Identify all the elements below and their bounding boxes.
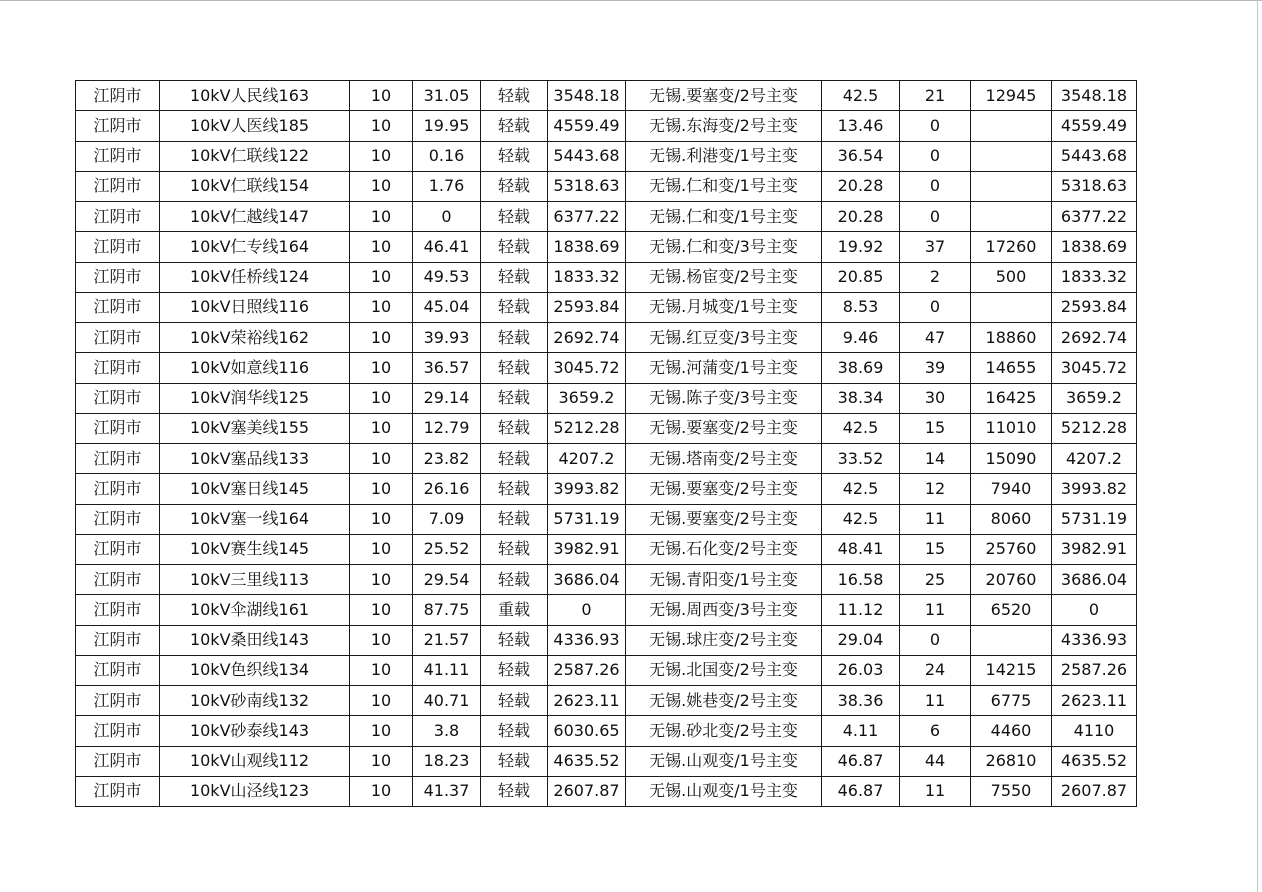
transformer-load-cell: 9.46 [822, 323, 900, 353]
capacity-sum-cell: 16425 [971, 383, 1052, 413]
transformer-cell: 无锡.青阳变/1号主变 [626, 565, 822, 595]
load-rate-cell: 29.14 [413, 383, 481, 413]
transformer-cell: 无锡.要塞变/2号主变 [626, 474, 822, 504]
capacity-cell: 4559.49 [548, 111, 626, 141]
feeder-name-cell: 10kV伞湖线161 [160, 595, 350, 625]
transformer-load-cell: 38.36 [822, 686, 900, 716]
table-row [76, 262, 1137, 292]
load-status-cell: 轻载 [481, 383, 548, 413]
load-rate-cell: 1.76 [413, 171, 481, 201]
available-cell: 2623.11 [1052, 686, 1137, 716]
city-cell: 江阴市 [76, 716, 160, 746]
transformer-load-cell: 4.11 [822, 716, 900, 746]
transformer-load-cell: 8.53 [822, 292, 900, 322]
load-status-cell: 轻载 [481, 232, 548, 262]
load-rate-cell: 29.54 [413, 565, 481, 595]
load-status-cell: 轻载 [481, 141, 548, 171]
city-cell: 江阴市 [76, 413, 160, 443]
transformer-load-cell: 20.85 [822, 262, 900, 292]
capacity-cell: 5731.19 [548, 504, 626, 534]
voltage-cell: 10 [350, 534, 413, 564]
city-cell: 江阴市 [76, 565, 160, 595]
transformer-load-cell: 26.03 [822, 655, 900, 685]
feeder-name-cell: 10kV人医线185 [160, 111, 350, 141]
count-cell: 0 [900, 202, 971, 232]
load-status-cell: 轻载 [481, 353, 548, 383]
capacity-cell: 4336.93 [548, 625, 626, 655]
voltage-cell: 10 [350, 625, 413, 655]
feeder-name-cell: 10kV仁联线154 [160, 171, 350, 201]
voltage-cell: 10 [350, 504, 413, 534]
available-cell: 5731.19 [1052, 504, 1137, 534]
voltage-cell: 10 [350, 202, 413, 232]
table-row [76, 171, 1137, 201]
load-status-cell: 轻载 [481, 504, 548, 534]
feeder-name-cell: 10kV人民线163 [160, 81, 350, 111]
capacity-sum-cell: 14655 [971, 353, 1052, 383]
capacity-cell: 6377.22 [548, 202, 626, 232]
capacity-sum-cell [971, 141, 1052, 171]
load-status-cell: 轻载 [481, 534, 548, 564]
feeder-name-cell: 10kV如意线116 [160, 353, 350, 383]
transformer-load-cell: 42.5 [822, 413, 900, 443]
city-cell: 江阴市 [76, 292, 160, 322]
feeder-load-table [75, 80, 1137, 807]
load-rate-cell: 45.04 [413, 292, 481, 322]
load-rate-cell: 7.09 [413, 504, 481, 534]
voltage-cell: 10 [350, 292, 413, 322]
load-status-cell: 轻载 [481, 111, 548, 141]
feeder-name-cell: 10kV赛生线145 [160, 534, 350, 564]
capacity-sum-cell: 20760 [971, 565, 1052, 595]
table-row [76, 504, 1137, 534]
table-row [76, 81, 1137, 111]
table-row [76, 746, 1137, 776]
voltage-cell: 10 [350, 444, 413, 474]
available-cell: 2607.87 [1052, 776, 1137, 806]
table-row [76, 716, 1137, 746]
city-cell: 江阴市 [76, 504, 160, 534]
count-cell: 12 [900, 474, 971, 504]
city-cell: 江阴市 [76, 353, 160, 383]
feeder-name-cell: 10kV仁联线122 [160, 141, 350, 171]
capacity-sum-cell [971, 111, 1052, 141]
transformer-load-cell: 46.87 [822, 746, 900, 776]
transformer-cell: 无锡.仁和变/3号主变 [626, 232, 822, 262]
feeder-name-cell: 10kV三里线113 [160, 565, 350, 595]
transformer-load-cell: 36.54 [822, 141, 900, 171]
count-cell: 0 [900, 141, 971, 171]
transformer-cell: 无锡.陈子变/3号主变 [626, 383, 822, 413]
transformer-cell: 无锡.石化变/2号主变 [626, 534, 822, 564]
capacity-cell: 2692.74 [548, 323, 626, 353]
load-rate-cell: 0.16 [413, 141, 481, 171]
voltage-cell: 10 [350, 655, 413, 685]
count-cell: 0 [900, 625, 971, 655]
load-rate-cell: 19.95 [413, 111, 481, 141]
load-rate-cell: 46.41 [413, 232, 481, 262]
available-cell: 5212.28 [1052, 413, 1137, 443]
count-cell: 39 [900, 353, 971, 383]
capacity-sum-cell: 500 [971, 262, 1052, 292]
table-body [76, 81, 1137, 807]
capacity-sum-cell [971, 625, 1052, 655]
transformer-load-cell: 48.41 [822, 534, 900, 564]
voltage-cell: 10 [350, 81, 413, 111]
transformer-cell: 无锡.河蒲变/1号主变 [626, 353, 822, 383]
city-cell: 江阴市 [76, 746, 160, 776]
capacity-cell: 3045.72 [548, 353, 626, 383]
capacity-cell: 5443.68 [548, 141, 626, 171]
page-right-border [1257, 0, 1258, 892]
count-cell: 15 [900, 413, 971, 443]
count-cell: 47 [900, 323, 971, 353]
available-cell: 3993.82 [1052, 474, 1137, 504]
capacity-sum-cell [971, 202, 1052, 232]
load-status-cell: 轻载 [481, 413, 548, 443]
table-row [76, 141, 1137, 171]
available-cell: 3659.2 [1052, 383, 1137, 413]
voltage-cell: 10 [350, 141, 413, 171]
transformer-cell: 无锡.要塞变/2号主变 [626, 504, 822, 534]
table-row [76, 292, 1137, 322]
table-row [76, 776, 1137, 806]
capacity-sum-cell: 7550 [971, 776, 1052, 806]
available-cell: 1838.69 [1052, 232, 1137, 262]
capacity-sum-cell: 15090 [971, 444, 1052, 474]
load-rate-cell: 3.8 [413, 716, 481, 746]
feeder-name-cell: 10kV任桥线124 [160, 262, 350, 292]
city-cell: 江阴市 [76, 474, 160, 504]
count-cell: 11 [900, 595, 971, 625]
table-row [76, 474, 1137, 504]
load-status-cell: 重载 [481, 595, 548, 625]
table-row [76, 625, 1137, 655]
table-row [76, 232, 1137, 262]
capacity-sum-cell: 14215 [971, 655, 1052, 685]
available-cell: 1833.32 [1052, 262, 1137, 292]
voltage-cell: 10 [350, 323, 413, 353]
table-row [76, 595, 1137, 625]
city-cell: 江阴市 [76, 595, 160, 625]
count-cell: 0 [900, 171, 971, 201]
available-cell: 0 [1052, 595, 1137, 625]
load-rate-cell: 41.37 [413, 776, 481, 806]
feeder-name-cell: 10kV山观线112 [160, 746, 350, 776]
transformer-load-cell: 16.58 [822, 565, 900, 595]
available-cell: 6377.22 [1052, 202, 1137, 232]
transformer-cell: 无锡.东海变/2号主变 [626, 111, 822, 141]
available-cell: 2692.74 [1052, 323, 1137, 353]
table-row [76, 383, 1137, 413]
table-row [76, 323, 1137, 353]
transformer-cell: 无锡.利港变/1号主变 [626, 141, 822, 171]
city-cell: 江阴市 [76, 625, 160, 655]
transformer-load-cell: 42.5 [822, 81, 900, 111]
page-top-border [0, 0, 1262, 1]
count-cell: 11 [900, 504, 971, 534]
voltage-cell: 10 [350, 474, 413, 504]
count-cell: 25 [900, 565, 971, 595]
transformer-cell: 无锡.北国变/2号主变 [626, 655, 822, 685]
table-row [76, 686, 1137, 716]
voltage-cell: 10 [350, 746, 413, 776]
voltage-cell: 10 [350, 413, 413, 443]
capacity-sum-cell [971, 292, 1052, 322]
load-rate-cell: 18.23 [413, 746, 481, 776]
load-rate-cell: 40.71 [413, 686, 481, 716]
transformer-cell: 无锡.砂北变/2号主变 [626, 716, 822, 746]
load-rate-cell: 39.93 [413, 323, 481, 353]
city-cell: 江阴市 [76, 262, 160, 292]
capacity-cell: 3993.82 [548, 474, 626, 504]
voltage-cell: 10 [350, 353, 413, 383]
voltage-cell: 10 [350, 262, 413, 292]
city-cell: 江阴市 [76, 111, 160, 141]
feeder-name-cell: 10kV桑田线143 [160, 625, 350, 655]
available-cell: 5318.63 [1052, 171, 1137, 201]
load-rate-cell: 49.53 [413, 262, 481, 292]
capacity-cell: 2607.87 [548, 776, 626, 806]
table-row [76, 111, 1137, 141]
transformer-load-cell: 13.46 [822, 111, 900, 141]
load-rate-cell: 87.75 [413, 595, 481, 625]
load-rate-cell: 36.57 [413, 353, 481, 383]
feeder-name-cell: 10kV润华线125 [160, 383, 350, 413]
transformer-cell: 无锡.要塞变/2号主变 [626, 81, 822, 111]
capacity-sum-cell: 8060 [971, 504, 1052, 534]
transformer-load-cell: 42.5 [822, 504, 900, 534]
transformer-load-cell: 38.69 [822, 353, 900, 383]
transformer-cell: 无锡.姚巷变/2号主变 [626, 686, 822, 716]
load-status-cell: 轻载 [481, 292, 548, 322]
city-cell: 江阴市 [76, 776, 160, 806]
capacity-sum-cell: 4460 [971, 716, 1052, 746]
table-row [76, 565, 1137, 595]
feeder-name-cell: 10kV塞日线145 [160, 474, 350, 504]
load-rate-cell: 41.11 [413, 655, 481, 685]
count-cell: 37 [900, 232, 971, 262]
count-cell: 11 [900, 686, 971, 716]
count-cell: 11 [900, 776, 971, 806]
count-cell: 30 [900, 383, 971, 413]
table-row [76, 353, 1137, 383]
load-status-cell: 轻载 [481, 81, 548, 111]
load-status-cell: 轻载 [481, 262, 548, 292]
capacity-sum-cell: 17260 [971, 232, 1052, 262]
city-cell: 江阴市 [76, 81, 160, 111]
transformer-cell: 无锡.山观变/1号主变 [626, 746, 822, 776]
load-status-cell: 轻载 [481, 202, 548, 232]
city-cell: 江阴市 [76, 655, 160, 685]
transformer-cell: 无锡.周西变/3号主变 [626, 595, 822, 625]
load-status-cell: 轻载 [481, 474, 548, 504]
transformer-load-cell: 11.12 [822, 595, 900, 625]
capacity-cell: 2623.11 [548, 686, 626, 716]
count-cell: 44 [900, 746, 971, 776]
transformer-cell: 无锡.杨宦变/2号主变 [626, 262, 822, 292]
load-rate-cell: 25.52 [413, 534, 481, 564]
transformer-cell: 无锡.仁和变/1号主变 [626, 202, 822, 232]
feeder-name-cell: 10kV塞美线155 [160, 413, 350, 443]
voltage-cell: 10 [350, 595, 413, 625]
capacity-cell: 4207.2 [548, 444, 626, 474]
transformer-cell: 无锡.要塞变/2号主变 [626, 413, 822, 443]
voltage-cell: 10 [350, 716, 413, 746]
transformer-load-cell: 29.04 [822, 625, 900, 655]
available-cell: 2593.84 [1052, 292, 1137, 322]
capacity-sum-cell: 25760 [971, 534, 1052, 564]
available-cell: 2587.26 [1052, 655, 1137, 685]
voltage-cell: 10 [350, 776, 413, 806]
load-status-cell: 轻载 [481, 776, 548, 806]
transformer-cell: 无锡.球庄变/2号主变 [626, 625, 822, 655]
available-cell: 4635.52 [1052, 746, 1137, 776]
load-rate-cell: 12.79 [413, 413, 481, 443]
feeder-name-cell: 10kV塞一线164 [160, 504, 350, 534]
transformer-cell: 无锡.红豆变/3号主变 [626, 323, 822, 353]
count-cell: 24 [900, 655, 971, 685]
capacity-cell: 0 [548, 595, 626, 625]
available-cell: 4207.2 [1052, 444, 1137, 474]
capacity-sum-cell: 7940 [971, 474, 1052, 504]
city-cell: 江阴市 [76, 444, 160, 474]
table-row [76, 202, 1137, 232]
feeder-name-cell: 10kV日照线116 [160, 292, 350, 322]
capacity-sum-cell: 6775 [971, 686, 1052, 716]
city-cell: 江阴市 [76, 232, 160, 262]
load-status-cell: 轻载 [481, 171, 548, 201]
capacity-sum-cell: 6520 [971, 595, 1052, 625]
available-cell: 3548.18 [1052, 81, 1137, 111]
transformer-cell: 无锡.塔南变/2号主变 [626, 444, 822, 474]
feeder-name-cell: 10kV砂南线132 [160, 686, 350, 716]
load-status-cell: 轻载 [481, 565, 548, 595]
voltage-cell: 10 [350, 232, 413, 262]
load-status-cell: 轻载 [481, 686, 548, 716]
voltage-cell: 10 [350, 565, 413, 595]
capacity-sum-cell: 26810 [971, 746, 1052, 776]
capacity-cell: 1833.32 [548, 262, 626, 292]
capacity-sum-cell: 18860 [971, 323, 1052, 353]
transformer-load-cell: 19.92 [822, 232, 900, 262]
load-status-cell: 轻载 [481, 625, 548, 655]
capacity-cell: 3686.04 [548, 565, 626, 595]
capacity-cell: 2587.26 [548, 655, 626, 685]
load-rate-cell: 0 [413, 202, 481, 232]
transformer-load-cell: 42.5 [822, 474, 900, 504]
available-cell: 5443.68 [1052, 141, 1137, 171]
count-cell: 0 [900, 292, 971, 322]
load-status-cell: 轻载 [481, 444, 548, 474]
transformer-load-cell: 20.28 [822, 202, 900, 232]
available-cell: 4110 [1052, 716, 1137, 746]
count-cell: 0 [900, 111, 971, 141]
feeder-name-cell: 10kV仁越线147 [160, 202, 350, 232]
load-status-cell: 轻载 [481, 716, 548, 746]
capacity-cell: 1838.69 [548, 232, 626, 262]
load-rate-cell: 21.57 [413, 625, 481, 655]
count-cell: 6 [900, 716, 971, 746]
available-cell: 4336.93 [1052, 625, 1137, 655]
count-cell: 2 [900, 262, 971, 292]
city-cell: 江阴市 [76, 383, 160, 413]
city-cell: 江阴市 [76, 202, 160, 232]
feeder-name-cell: 10kV山泾线123 [160, 776, 350, 806]
city-cell: 江阴市 [76, 323, 160, 353]
table-row [76, 444, 1137, 474]
feeder-name-cell: 10kV荣裕线162 [160, 323, 350, 353]
transformer-load-cell: 46.87 [822, 776, 900, 806]
feeder-name-cell: 10kV色织线134 [160, 655, 350, 685]
transformer-load-cell: 20.28 [822, 171, 900, 201]
feeder-name-cell: 10kV塞品线133 [160, 444, 350, 474]
capacity-cell: 5212.28 [548, 413, 626, 443]
capacity-cell: 3982.91 [548, 534, 626, 564]
city-cell: 江阴市 [76, 534, 160, 564]
available-cell: 3686.04 [1052, 565, 1137, 595]
count-cell: 15 [900, 534, 971, 564]
voltage-cell: 10 [350, 383, 413, 413]
transformer-cell: 无锡.月城变/1号主变 [626, 292, 822, 322]
load-rate-cell: 31.05 [413, 81, 481, 111]
load-status-cell: 轻载 [481, 746, 548, 776]
voltage-cell: 10 [350, 171, 413, 201]
city-cell: 江阴市 [76, 141, 160, 171]
voltage-cell: 10 [350, 111, 413, 141]
capacity-sum-cell: 12945 [971, 81, 1052, 111]
capacity-cell: 5318.63 [548, 171, 626, 201]
capacity-sum-cell: 11010 [971, 413, 1052, 443]
capacity-cell: 6030.65 [548, 716, 626, 746]
capacity-sum-cell [971, 171, 1052, 201]
capacity-cell: 4635.52 [548, 746, 626, 776]
transformer-load-cell: 33.52 [822, 444, 900, 474]
city-cell: 江阴市 [76, 686, 160, 716]
table-row [76, 534, 1137, 564]
transformer-cell: 无锡.山观变/1号主变 [626, 776, 822, 806]
capacity-cell: 3548.18 [548, 81, 626, 111]
load-rate-cell: 26.16 [413, 474, 481, 504]
count-cell: 14 [900, 444, 971, 474]
capacity-cell: 2593.84 [548, 292, 626, 322]
load-status-cell: 轻载 [481, 655, 548, 685]
city-cell: 江阴市 [76, 171, 160, 201]
table-row [76, 655, 1137, 685]
available-cell: 3982.91 [1052, 534, 1137, 564]
load-status-cell: 轻载 [481, 323, 548, 353]
voltage-cell: 10 [350, 686, 413, 716]
table-row [76, 413, 1137, 443]
feeder-name-cell: 10kV仁专线164 [160, 232, 350, 262]
capacity-cell: 3659.2 [548, 383, 626, 413]
transformer-cell: 无锡.仁和变/1号主变 [626, 171, 822, 201]
available-cell: 3045.72 [1052, 353, 1137, 383]
available-cell: 4559.49 [1052, 111, 1137, 141]
count-cell: 21 [900, 81, 971, 111]
transformer-load-cell: 38.34 [822, 383, 900, 413]
feeder-name-cell: 10kV砂泰线143 [160, 716, 350, 746]
load-rate-cell: 23.82 [413, 444, 481, 474]
